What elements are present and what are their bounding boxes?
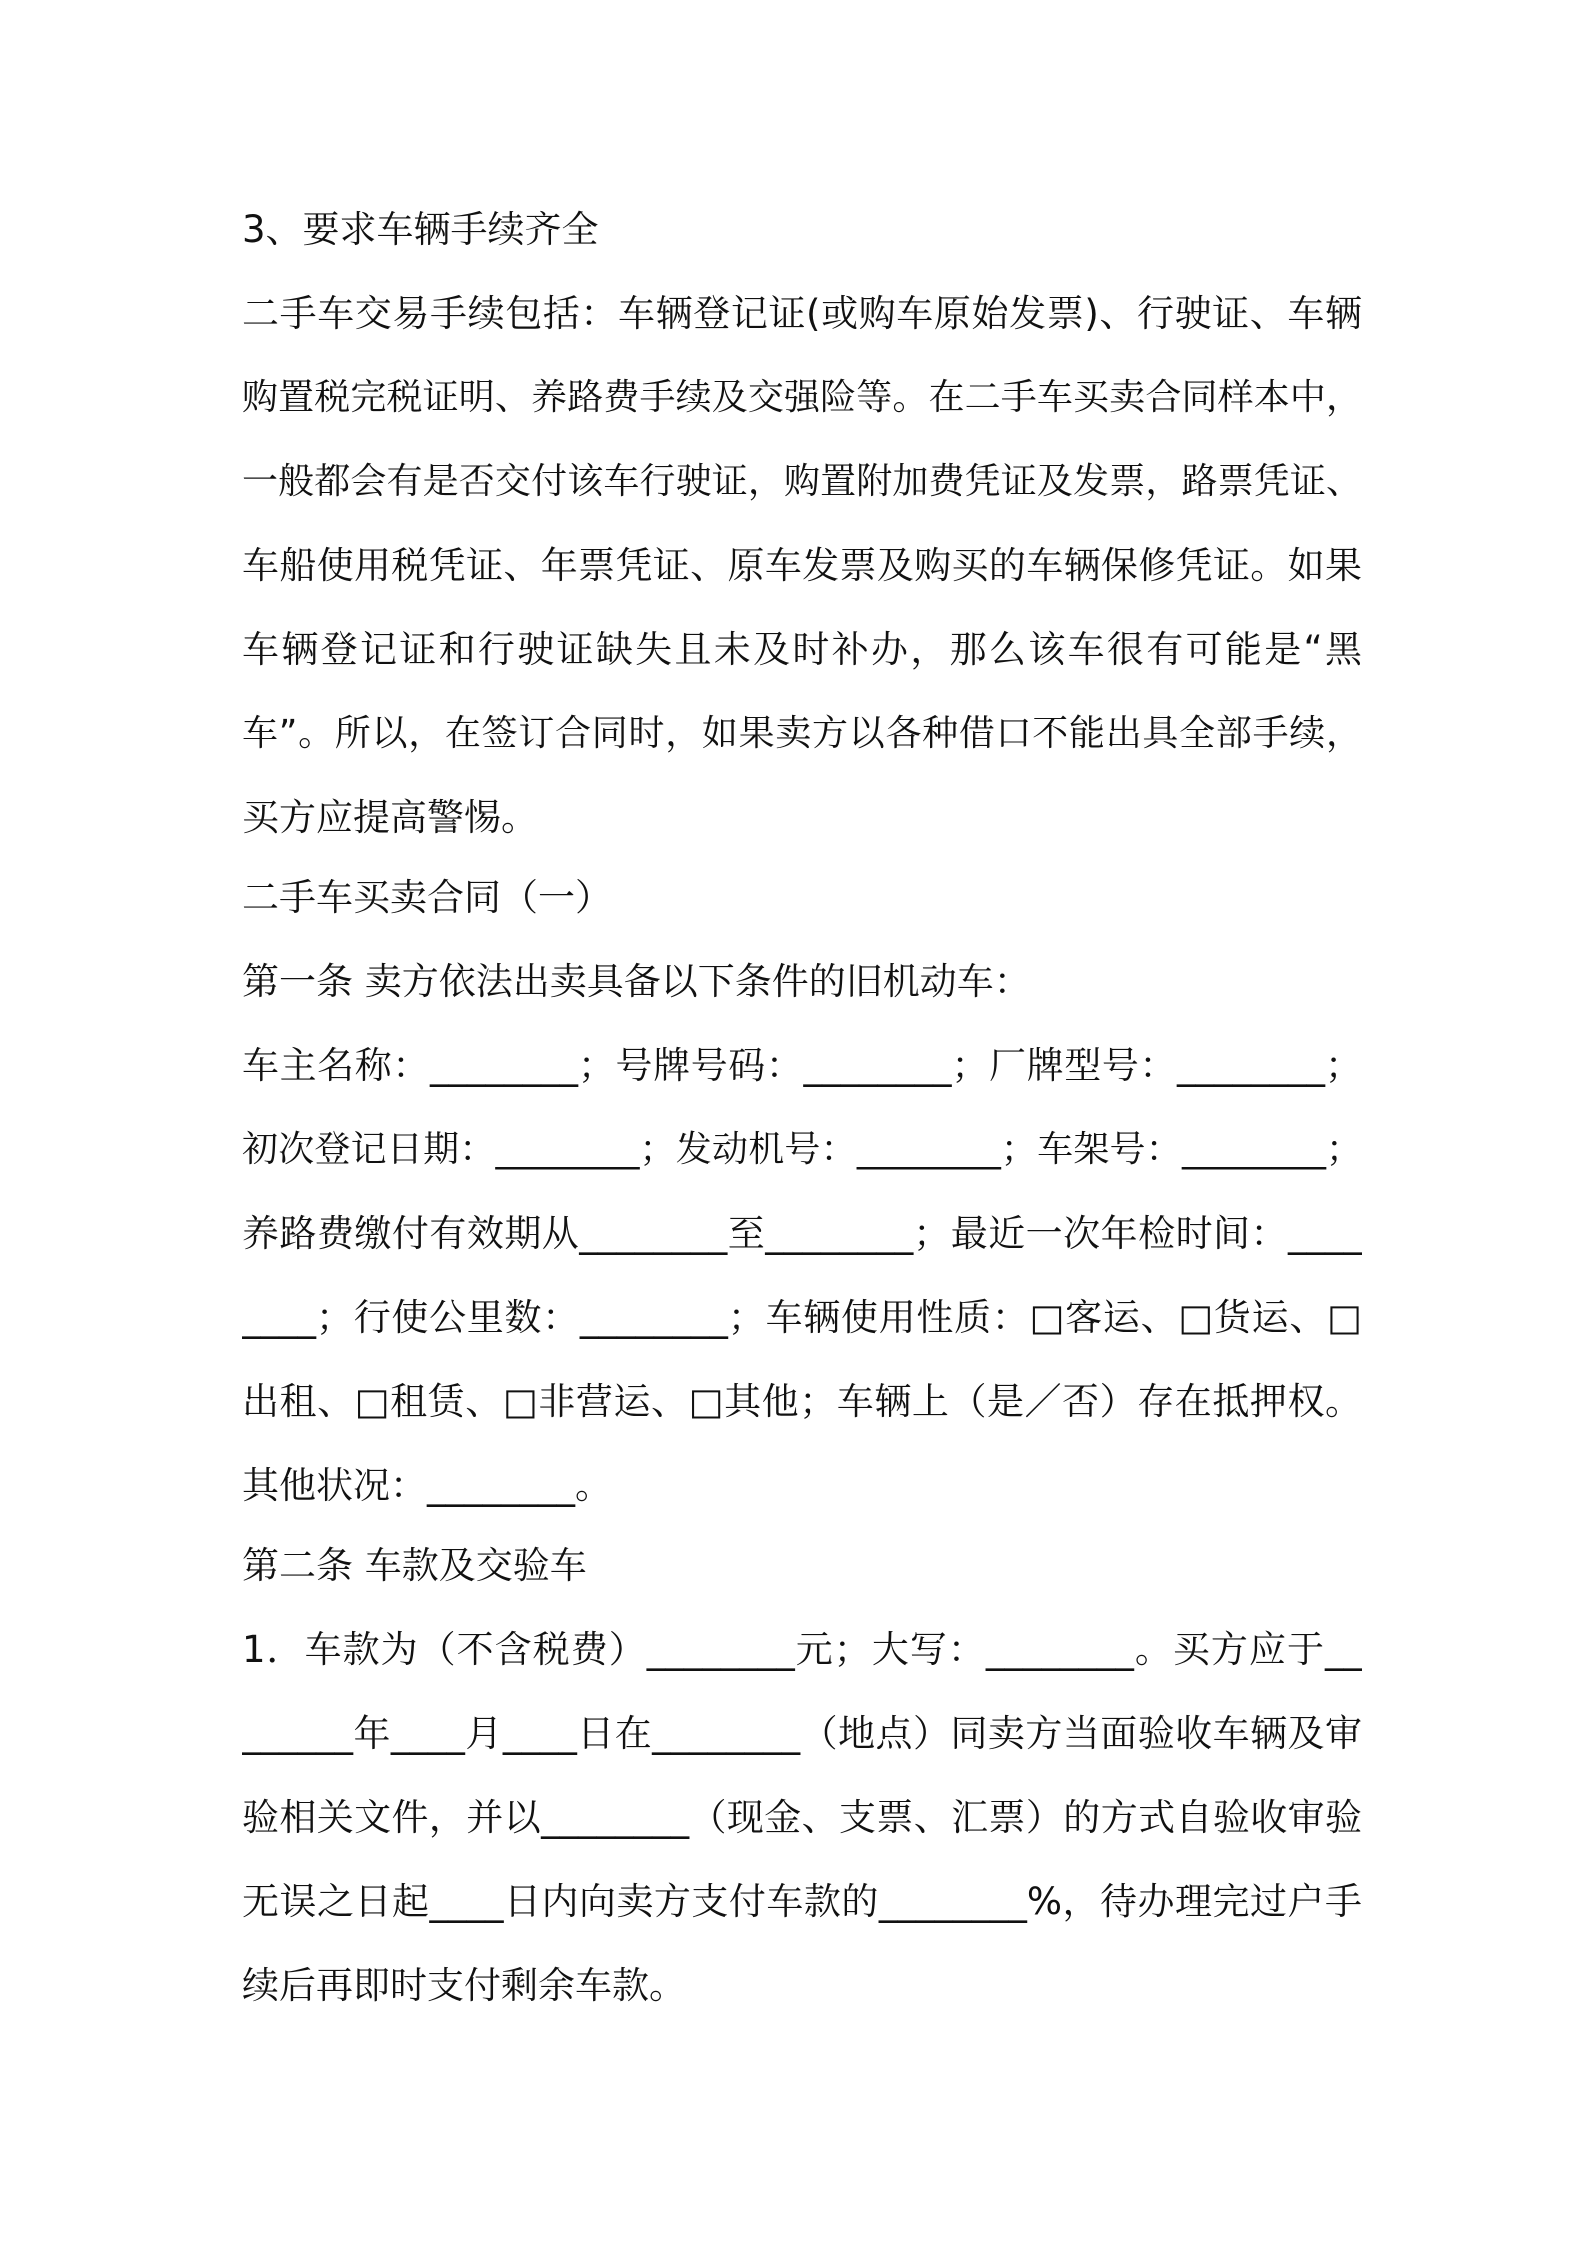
paragraph-line: 买方应提高警惕。 (242, 796, 538, 839)
form-line: 1．车款为（不含税费）________元；大写：________。买方应于__ (242, 1628, 1362, 1671)
article-heading: 第二条 车款及交验车 (242, 1544, 587, 1587)
form-line: 无误之日起____日内向卖方支付车款的________%，待办理完过户手 (242, 1880, 1362, 1923)
section-heading: 3、要求车辆手续齐全 (242, 208, 599, 251)
form-line: 养路费缴付有效期从________至________；最近一次年检时间：____ (242, 1212, 1362, 1255)
form-line: ____；行使公里数：________；车辆使用性质：□客运、□货运、□ (242, 1296, 1362, 1339)
paragraph-line: 车船使用税凭证、年票凭证、原车发票及购买的车辆保修凭证。如果 (242, 544, 1362, 587)
form-line: 续后再即时支付剩余车款。 (242, 1964, 686, 2007)
form-line: 验相关文件，并以________（现金、支票、汇票）的方式自验收审验 (242, 1796, 1362, 1839)
form-line: 出租、□租赁、□非营运、□其他；车辆上（是／否）存在抵押权。 (242, 1380, 1362, 1423)
paragraph-line: 二手车交易手续包括：车辆登记证(或购车原始发票)、行驶证、车辆 (242, 292, 1362, 335)
paragraph-line: 购置税完税证明、养路费手续及交强险等。在二手车买卖合同样本中， (242, 377, 1362, 418)
paragraph-line: 车辆登记证和行驶证缺失且未及时补办，那么该车很有可能是“黑 (242, 628, 1362, 671)
form-line: ______年____月____日在________（地点）同卖方当面验收车辆及审 (242, 1712, 1362, 1755)
form-line: 初次登记日期：________；发动机号：________；车架号：________； (242, 1129, 1362, 1170)
article-heading: 第一条 卖方依法出卖具备以下条件的旧机动车： (242, 960, 1031, 1003)
form-line: 车主名称：________；号牌号码：________；厂牌型号：________； (242, 1044, 1362, 1087)
paragraph-line: 一般都会有是否交付该车行驶证，购置附加费凭证及发票，路票凭证、 (242, 461, 1362, 502)
contract-title: 二手车买卖合同（一） (242, 876, 612, 919)
form-line: 其他状况：________。 (242, 1464, 612, 1507)
paragraph-line: 车”。所以，在签订合同时，如果卖方以各种借口不能出具全部手续， (242, 713, 1362, 754)
